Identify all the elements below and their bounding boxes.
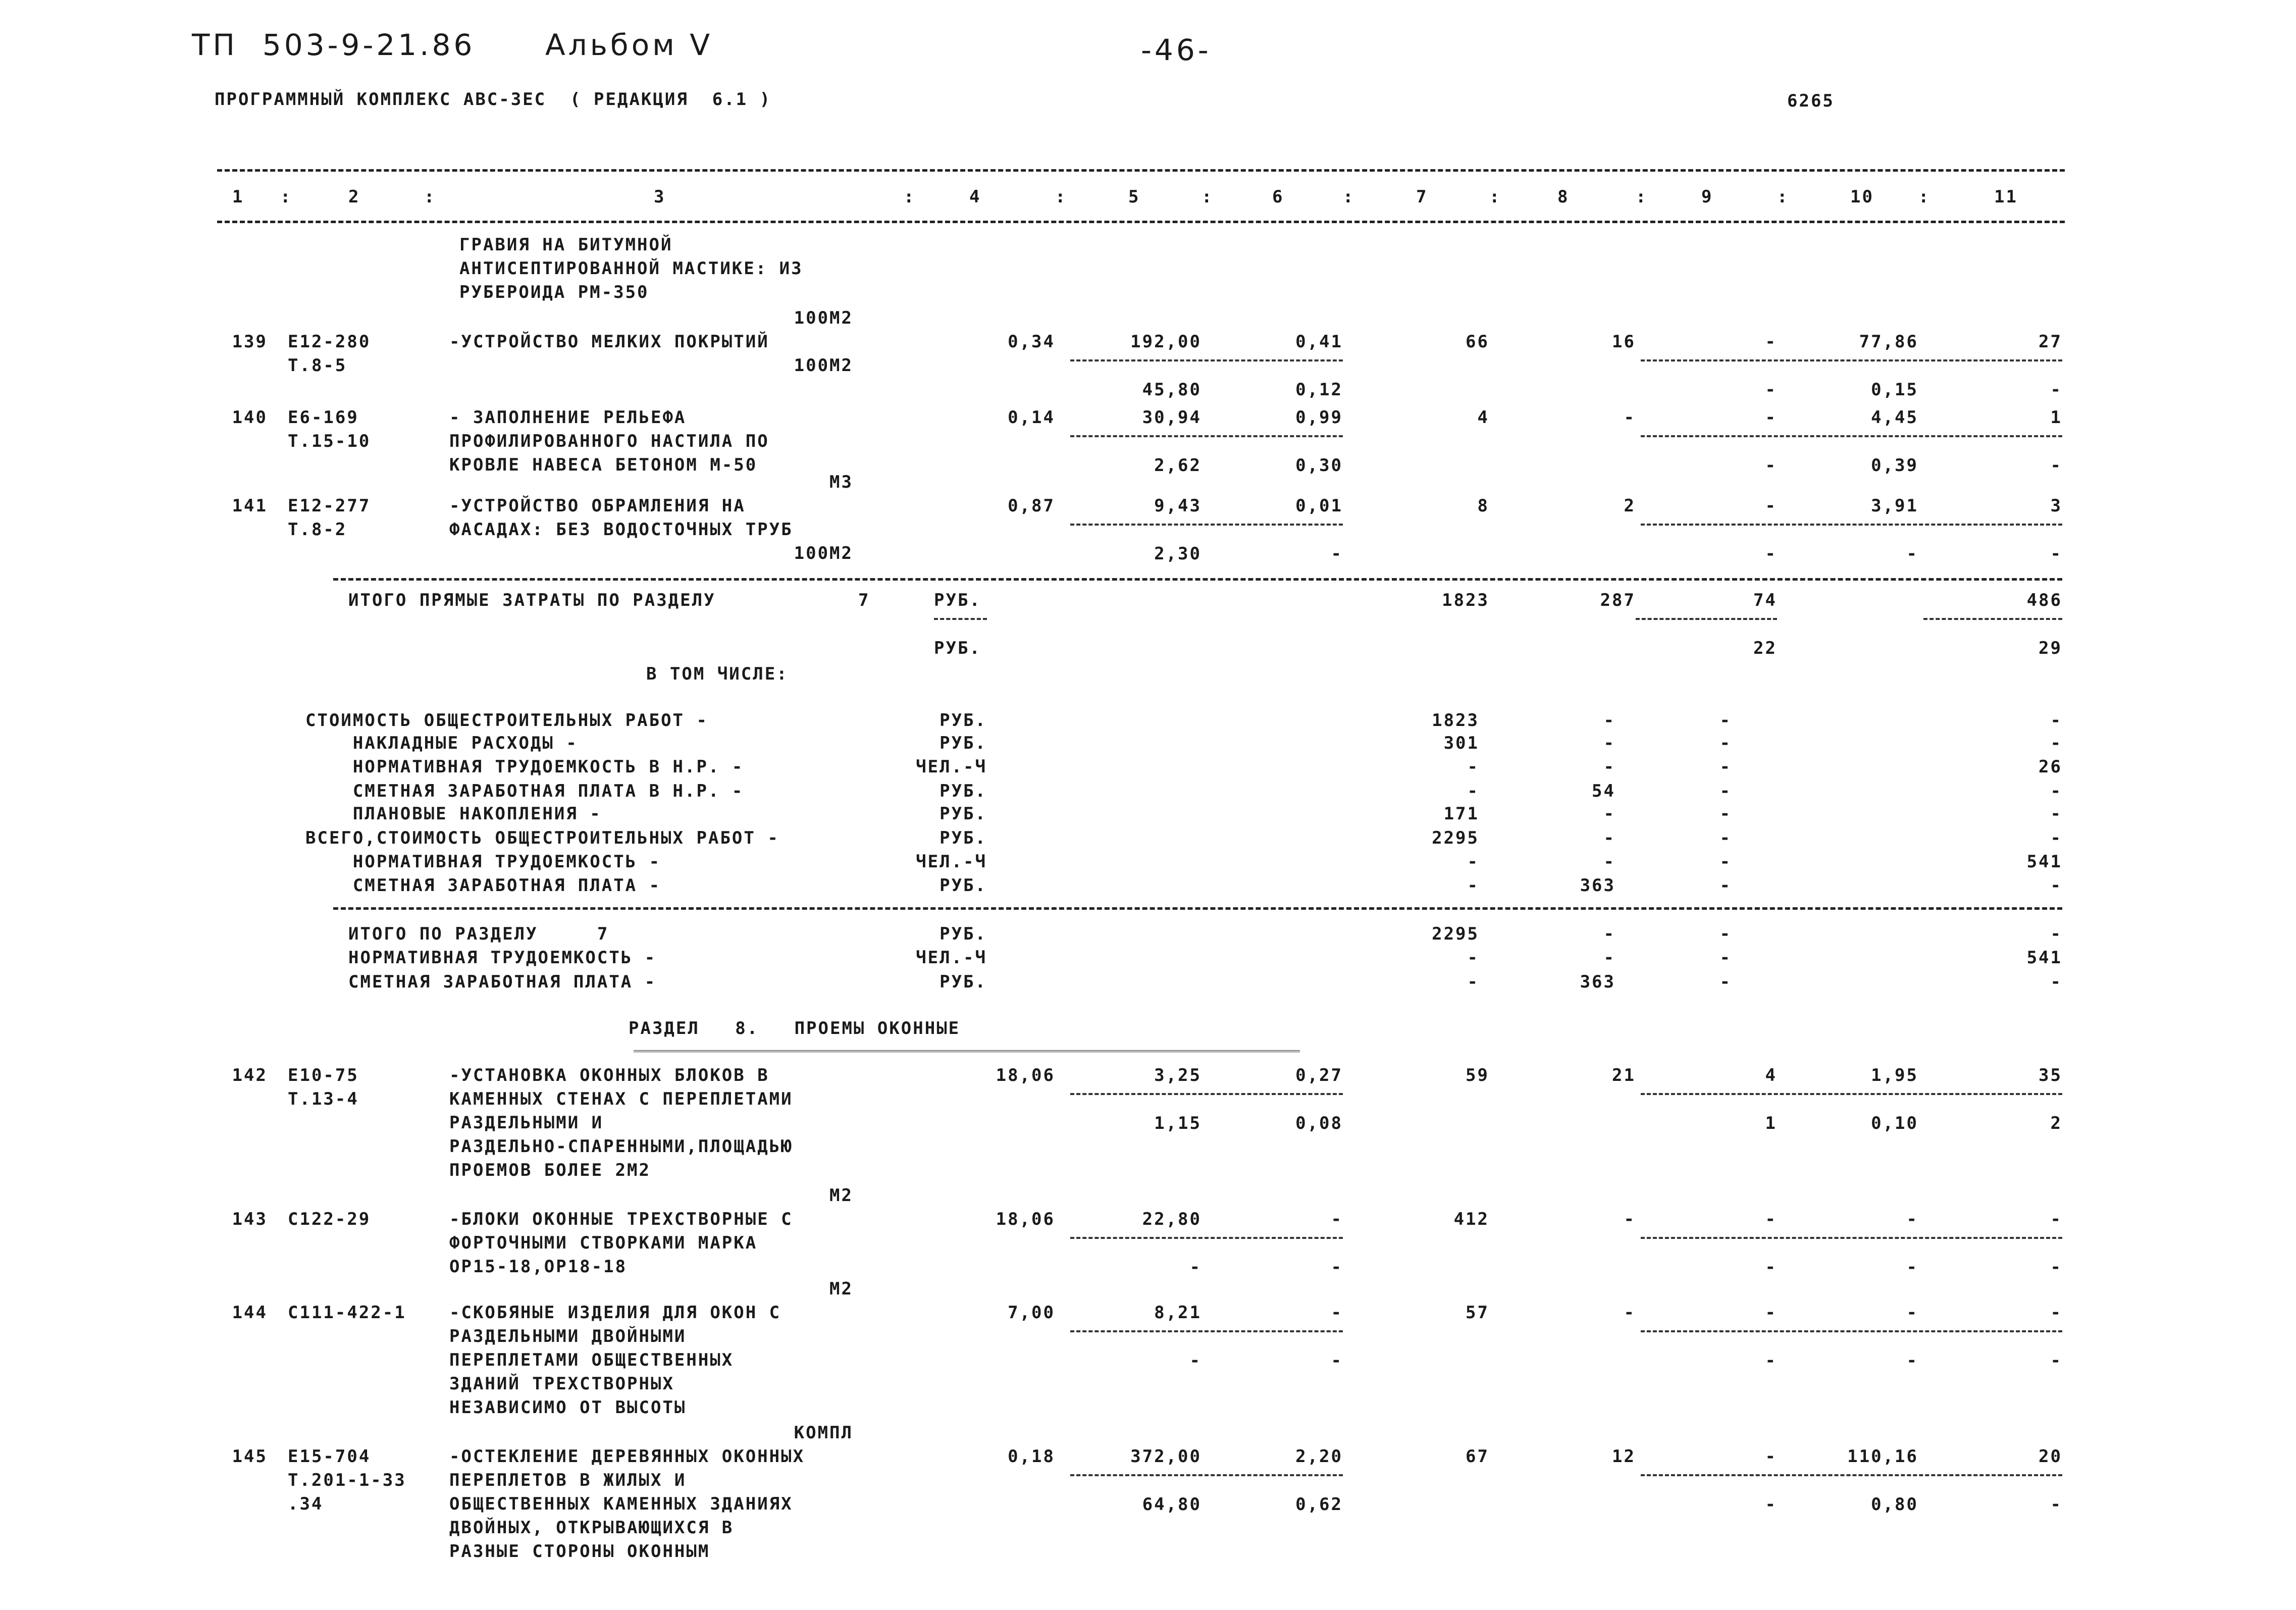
description-line: -УСТРОЙСТВО ОБРАМЛЕНИЯ НА xyxy=(449,496,746,516)
description-line: РАЗНЫЕ СТОРОНЫ ОКОННЫМ xyxy=(449,1541,710,1562)
cell-c6b: 0,62 xyxy=(1295,1494,1343,1515)
cell-underline xyxy=(1641,1330,2062,1332)
row-number: 145 xyxy=(232,1446,268,1467)
breakdown-label: СТОИМОСТЬ ОБЩЕСТРОИТЕЛЬНЫХ РАБОТ - xyxy=(305,710,708,731)
norm-code: С122-29 xyxy=(288,1209,371,1229)
cell-c7: 8 xyxy=(1477,496,1489,516)
cell-c8: - xyxy=(1603,804,1615,824)
description-line: РАЗДЕЛЬНЫМИ ДВОЙНЫМИ xyxy=(449,1326,687,1346)
cell-c5: 192,00 xyxy=(1130,332,1202,352)
cell-c11: 27 xyxy=(2039,332,2062,352)
row-number: 142 xyxy=(232,1065,268,1085)
cell-c5b: - xyxy=(1189,1257,1202,1277)
description-line: -УСТРОЙСТВО МЕЛКИХ ПОКРЫТИЙ xyxy=(449,332,769,352)
cell-c11: - xyxy=(2050,733,2062,753)
cell-c11: - xyxy=(2050,1209,2062,1229)
norm-code: Т.201-1-33 xyxy=(288,1470,406,1490)
cell-underline xyxy=(1641,1474,2062,1476)
description-line: ФОРТОЧНЫМИ СТВОРКАМИ МАРКА xyxy=(449,1233,758,1253)
cell-c8: 54 xyxy=(1592,781,1615,801)
unit-label: М2 xyxy=(829,1279,853,1299)
column-divider: : xyxy=(1202,187,1214,207)
cell-c5b: 1,15 xyxy=(1154,1113,1202,1133)
column-header-3: 3 xyxy=(654,187,666,207)
cell-underline xyxy=(1070,1474,1343,1476)
cell-c11: - xyxy=(2050,710,2062,731)
description-line: -СКОБЯНЫЕ ИЗДЕЛИЯ ДЛЯ ОКОН С xyxy=(449,1303,781,1323)
album-label: Альбом V xyxy=(545,28,713,62)
cell-c9: - xyxy=(1719,757,1732,777)
title-underline xyxy=(634,1050,1300,1055)
cell-c9: - xyxy=(1765,332,1777,352)
cell-c5: 9,43 xyxy=(1154,496,1202,516)
cell-c8: 16 xyxy=(1612,332,1636,352)
column-header-11: 11 xyxy=(1994,187,2018,207)
cell-c8: - xyxy=(1603,710,1615,731)
unit-label: КОМПЛ xyxy=(794,1423,853,1443)
unit-cell: РУБ. xyxy=(934,590,981,610)
cell-c9: - xyxy=(1719,924,1732,944)
column-divider: : xyxy=(280,187,292,207)
cell-c10b: 0,15 xyxy=(1871,380,1918,400)
cell-c7: - xyxy=(1467,852,1479,872)
unit-label: М3 xyxy=(829,472,853,492)
column-divider: : xyxy=(1489,187,1501,207)
cell-c7: 1823 xyxy=(1432,710,1479,731)
cell-c6: 0,01 xyxy=(1295,496,1343,516)
cell-c6: - xyxy=(1331,1209,1343,1229)
cell-c10: 3,91 xyxy=(1871,496,1918,516)
unit-cell: РУБ. xyxy=(934,638,981,658)
breakdown-label: НОРМАТИВНАЯ ТРУДОЕМКОСТЬ В Н.Р. - xyxy=(305,757,744,777)
section-title: РАЗДЕЛ 8. ПРОЕМЫ ОКОННЫЕ xyxy=(629,1018,961,1038)
column-header-2: 2 xyxy=(348,187,360,207)
code-right: 6265 xyxy=(1787,91,1835,111)
cell-underline xyxy=(1641,1237,2062,1239)
row-number: 140 xyxy=(232,407,268,428)
cell-c9: 74 xyxy=(1753,590,1777,610)
cell-c7: 1823 xyxy=(1442,590,1489,610)
column-header-9: 9 xyxy=(1701,187,1713,207)
cell-c11: - xyxy=(2050,875,2062,896)
section-total-label: НОРМАТИВНАЯ ТРУДОЕМКОСТЬ - xyxy=(348,948,657,968)
cell-c7: 59 xyxy=(1466,1065,1489,1085)
cell-c10: - xyxy=(1906,1209,1918,1229)
description-line: -БЛОКИ ОКОННЫЕ ТРЕХСТВОРНЫЕ С xyxy=(449,1209,793,1229)
row-number: 144 xyxy=(232,1303,268,1323)
cell-c11: - xyxy=(2050,1303,2062,1323)
cell-c7: 67 xyxy=(1466,1446,1489,1467)
total-label: ИТОГО ПРЯМЫЕ ЗАТРАТЫ ПО РАЗДЕЛУ xyxy=(348,590,716,610)
description-line: КРОВЛЕ НАВЕСА БЕТОНОМ М-50 xyxy=(449,455,758,475)
unit-label: 100М2 xyxy=(794,308,853,328)
cell-underline xyxy=(1641,1093,2062,1095)
cell-c11: 486 xyxy=(2026,590,2062,610)
cell-c7: - xyxy=(1467,948,1479,968)
cell-c11b: - xyxy=(2050,1257,2062,1277)
unit-label: М2 xyxy=(829,1185,853,1206)
cell-c9: - xyxy=(1719,948,1732,968)
column-divider: : xyxy=(904,187,916,207)
cell-c9: - xyxy=(1719,733,1732,753)
cell-c5: 8,21 xyxy=(1154,1303,1202,1323)
cell-c11: - xyxy=(2050,781,2062,801)
unit-cell: РУБ. xyxy=(940,875,987,896)
cell-c9: - xyxy=(1765,496,1777,516)
cell-c8: 2 xyxy=(1624,496,1636,516)
unit-label: 100М2 xyxy=(794,543,853,563)
cell-c7: - xyxy=(1467,972,1479,992)
cell-c11: 35 xyxy=(2039,1065,2062,1085)
cell-c5b: 64,80 xyxy=(1142,1494,1202,1515)
breakdown-label: НОРМАТИВНАЯ ТРУДОЕМКОСТЬ - xyxy=(305,852,661,872)
cell-c11: 541 xyxy=(2026,948,2062,968)
including-label: В ТОМ ЧИСЛЕ: xyxy=(646,664,789,684)
cell-c11b: - xyxy=(2050,380,2062,400)
cell-c9b: - xyxy=(1765,544,1777,564)
description-line: ЗДАНИЙ ТРЕХСТВОРНЫХ xyxy=(449,1374,674,1394)
cell-c6: 0,41 xyxy=(1295,332,1343,352)
cell-c5b: 45,80 xyxy=(1142,380,1202,400)
cell-c7: 2295 xyxy=(1432,828,1479,848)
description-line: ОР15-18,ОР18-18 xyxy=(449,1257,628,1277)
row-number: 139 xyxy=(232,332,268,352)
cell-c10: 110,16 xyxy=(1847,1446,1918,1467)
cell-c6b: - xyxy=(1331,544,1343,564)
description-line: -ОСТЕКЛЕНИЕ ДЕРЕВЯННЫХ ОКОННЫХ xyxy=(449,1446,805,1467)
cell-c5: 3,25 xyxy=(1154,1065,1202,1085)
column-header-6: 6 xyxy=(1272,187,1284,207)
cell-c9: 4 xyxy=(1765,1065,1777,1085)
cell-c9: - xyxy=(1719,972,1732,992)
unit-cell: РУБ. xyxy=(940,924,987,944)
cell-underline xyxy=(1636,618,1777,620)
cell-c11: - xyxy=(2050,924,2062,944)
cell-c4: 18,06 xyxy=(996,1209,1055,1229)
cell-c5: 372,00 xyxy=(1130,1446,1202,1467)
description-line: ФАСАДАХ: БЕЗ ВОДОСТОЧНЫХ ТРУБ xyxy=(449,520,793,540)
cell-c11: 3 xyxy=(2050,496,2062,516)
column-header-4: 4 xyxy=(969,187,981,207)
cell-c8: - xyxy=(1603,828,1615,848)
cell-c11: - xyxy=(2050,828,2062,848)
norm-code: Е12-280 xyxy=(288,332,371,352)
cell-c8: - xyxy=(1624,1303,1636,1323)
cell-underline xyxy=(1070,1237,1343,1239)
description-line: ПЕРЕПЛЕТОВ В ЖИЛЫХ И xyxy=(449,1470,687,1490)
cell-c9: - xyxy=(1765,1303,1777,1323)
cell-c11b: - xyxy=(2050,1351,2062,1371)
cell-underline xyxy=(1641,435,2062,437)
cell-c10: 1,95 xyxy=(1871,1065,1918,1085)
cell-c9b: - xyxy=(1765,1351,1777,1371)
cell-c4: 0,34 xyxy=(1008,332,1055,352)
description-line: ОБЩЕСТВЕННЫХ КАМЕННЫХ ЗДАНИЯХ xyxy=(449,1494,793,1514)
norm-code: Е10-75 xyxy=(288,1065,359,1085)
unit-cell: РУБ. xyxy=(940,733,987,753)
cell-c9b: 22 xyxy=(1753,638,1777,658)
cell-underline xyxy=(934,618,987,620)
cell-underline xyxy=(1070,524,1343,526)
description-line: РАЗДЕЛЬНЫМИ И xyxy=(449,1113,604,1133)
cell-c6b: - xyxy=(1331,1257,1343,1277)
description-line: НЕЗАВИСИМО ОТ ВЫСОТЫ xyxy=(449,1397,687,1418)
cell-c7: 66 xyxy=(1466,332,1489,352)
column-divider: : xyxy=(1777,187,1789,207)
norm-code: С111-422-1 xyxy=(288,1303,406,1323)
unit-cell: РУБ. xyxy=(940,710,987,731)
cell-c8: 287 xyxy=(1600,590,1636,610)
unit-label: 100М2 xyxy=(794,355,853,376)
cell-c8: 21 xyxy=(1612,1065,1636,1085)
cell-c9: - xyxy=(1765,1446,1777,1467)
column-divider: : xyxy=(1055,187,1067,207)
norm-code: Е15-704 xyxy=(288,1446,371,1467)
cell-c8: - xyxy=(1603,852,1615,872)
cell-c11: - xyxy=(2050,804,2062,824)
cell-c10b: - xyxy=(1906,544,1918,564)
cell-c11b: - xyxy=(2050,455,2062,476)
cell-c6b: 0,08 xyxy=(1295,1113,1343,1133)
cell-c6b: 0,12 xyxy=(1295,380,1343,400)
section-separator xyxy=(333,578,2062,581)
cell-underline xyxy=(1070,435,1343,437)
cell-c5b: 2,62 xyxy=(1154,455,1202,476)
cell-underline xyxy=(1641,524,2062,526)
cell-c6b: 0,30 xyxy=(1295,455,1343,476)
column-header-7: 7 xyxy=(1416,187,1428,207)
cell-c9b: 1 xyxy=(1765,1113,1777,1133)
cell-c10b: - xyxy=(1906,1257,1918,1277)
description-line: РАЗДЕЛЬНО-СПАРЕННЫМИ,ПЛОЩАДЬЮ xyxy=(449,1136,793,1157)
cell-c8: - xyxy=(1603,733,1615,753)
cell-underline xyxy=(1070,359,1343,361)
cell-c6: - xyxy=(1331,1303,1343,1323)
column-divider: : xyxy=(424,187,436,207)
cell-c6: 0,27 xyxy=(1295,1065,1343,1085)
cell-c9b: - xyxy=(1765,1494,1777,1515)
cell-c6b: - xyxy=(1331,1351,1343,1371)
description-line: РУБЕРОИДА РМ-350 xyxy=(459,282,649,302)
section-number: 7 xyxy=(858,590,870,610)
cell-c4: 0,87 xyxy=(1008,496,1055,516)
cell-c5: 30,94 xyxy=(1142,407,1202,428)
cell-c10: 4,45 xyxy=(1871,407,1918,428)
cell-c11: 20 xyxy=(2039,1446,2062,1467)
cell-c8: 12 xyxy=(1612,1446,1636,1467)
cell-c4: 0,18 xyxy=(1008,1446,1055,1467)
cell-c8: 363 xyxy=(1580,875,1615,896)
row-number: 141 xyxy=(232,496,268,516)
cell-c10b: 0,39 xyxy=(1871,455,1918,476)
cell-c9: - xyxy=(1719,710,1732,731)
cell-c11b: 29 xyxy=(2039,638,2062,658)
cell-c11: 1 xyxy=(2050,407,2062,428)
cell-c11b: 2 xyxy=(2050,1113,2062,1133)
cell-c11b: - xyxy=(2050,544,2062,564)
description-line: -УСТАНОВКА ОКОННЫХ БЛОКОВ В xyxy=(449,1065,769,1085)
top-separator xyxy=(217,169,2065,172)
cell-c6: 0,99 xyxy=(1295,407,1343,428)
cell-c6: 2,20 xyxy=(1295,1446,1343,1467)
cell-c9: - xyxy=(1719,828,1732,848)
section-total-label: СМЕТНАЯ ЗАРАБОТНАЯ ПЛАТА - xyxy=(348,972,657,992)
description-line: АНТИСЕПТИРОВАННОЙ МАСТИКЕ: ИЗ xyxy=(459,258,803,279)
cell-c7: 2295 xyxy=(1432,924,1479,944)
cell-c8: 363 xyxy=(1580,972,1615,992)
cell-c8: - xyxy=(1603,924,1615,944)
cell-c4: 0,14 xyxy=(1008,407,1055,428)
cell-c9b: - xyxy=(1765,455,1777,476)
header-separator xyxy=(217,221,2065,223)
breakdown-label: ВСЕГО,СТОИМОСТЬ ОБЩЕСТРОИТЕЛЬНЫХ РАБОТ - xyxy=(305,828,779,848)
breakdown-label: ПЛАНОВЫЕ НАКОПЛЕНИЯ - xyxy=(305,804,602,824)
cell-c10: 77,86 xyxy=(1859,332,1918,352)
page-number: -46- xyxy=(1141,33,1212,67)
description-line: ПРОЕМОВ БОЛЕЕ 2М2 xyxy=(449,1160,651,1180)
cell-c7: - xyxy=(1467,757,1479,777)
column-divider: : xyxy=(1918,187,1930,207)
norm-code: .34 xyxy=(288,1494,324,1514)
unit-cell: ЧЕЛ.-Ч xyxy=(916,948,987,968)
column-divider: : xyxy=(1636,187,1648,207)
cell-c7: 4 xyxy=(1477,407,1489,428)
cell-c10b: 0,80 xyxy=(1871,1494,1918,1515)
cell-c11: 541 xyxy=(2026,852,2062,872)
cell-c8: - xyxy=(1603,948,1615,968)
cell-c7: - xyxy=(1467,781,1479,801)
cell-c5b: - xyxy=(1189,1351,1202,1371)
cell-underline xyxy=(1070,1093,1343,1095)
column-header-5: 5 xyxy=(1128,187,1140,207)
column-header-10: 10 xyxy=(1850,187,1874,207)
column-header-1: 1 xyxy=(232,187,244,207)
unit-cell: РУБ. xyxy=(940,828,987,848)
program-title: ПРОГРАММНЫЙ КОМПЛЕКС АВС-ЗЕС ( РЕДАКЦИЯ 6.1 ) xyxy=(215,89,772,110)
cell-c8: - xyxy=(1624,407,1636,428)
cell-c9: - xyxy=(1765,407,1777,428)
breakdown-label: НАКЛАДНЫЕ РАСХОДЫ - xyxy=(305,733,578,753)
norm-code: Е6-169 xyxy=(288,407,359,428)
section-total-label: ИТОГО ПО РАЗДЕЛУ 7 xyxy=(348,924,609,944)
cell-c10b: - xyxy=(1906,1351,1918,1371)
section-separator xyxy=(333,907,2062,910)
cell-c9: - xyxy=(1719,852,1732,872)
cell-c5b: 2,30 xyxy=(1154,544,1202,564)
cell-c7: 412 xyxy=(1453,1209,1489,1229)
norm-code: Т.15-10 xyxy=(288,431,371,451)
description-line: - ЗАПОЛНЕНИЕ РЕЛЬЕФА xyxy=(449,407,687,428)
breakdown-label: СМЕТНАЯ ЗАРАБОТНАЯ ПЛАТА - xyxy=(305,875,661,896)
cell-c10: - xyxy=(1906,1303,1918,1323)
cell-c8: - xyxy=(1624,1209,1636,1229)
norm-code: Т.13-4 xyxy=(288,1089,359,1109)
cell-c9b: - xyxy=(1765,380,1777,400)
cell-c9: - xyxy=(1719,804,1732,824)
cell-c4: 7,00 xyxy=(1008,1303,1055,1323)
unit-cell: РУБ. xyxy=(940,781,987,801)
cell-underline xyxy=(1923,618,2062,620)
cell-c11: 26 xyxy=(2039,757,2062,777)
cell-c9: - xyxy=(1719,875,1732,896)
unit-cell: ЧЕЛ.-Ч xyxy=(916,852,987,872)
cell-c9: - xyxy=(1719,781,1732,801)
cell-c11: - xyxy=(2050,972,2062,992)
column-header-8: 8 xyxy=(1557,187,1570,207)
cell-c7: - xyxy=(1467,875,1479,896)
cell-c9b: - xyxy=(1765,1257,1777,1277)
cell-c5: 22,80 xyxy=(1142,1209,1202,1229)
cell-c8: - xyxy=(1603,757,1615,777)
row-number: 143 xyxy=(232,1209,268,1229)
description-line: ГРАВИЯ НА БИТУМНОЙ xyxy=(459,235,673,255)
unit-cell: РУБ. xyxy=(940,972,987,992)
column-divider: : xyxy=(1343,187,1355,207)
cell-underline xyxy=(1070,1330,1343,1332)
cell-c7: 57 xyxy=(1466,1303,1489,1323)
unit-cell: РУБ. xyxy=(940,804,987,824)
description-line: ПЕРЕПЛЕТАМИ ОБЩЕСТВЕННЫХ xyxy=(449,1350,734,1370)
cell-c9: - xyxy=(1765,1209,1777,1229)
breakdown-label: СМЕТНАЯ ЗАРАБОТНАЯ ПЛАТА В Н.Р. - xyxy=(305,781,744,801)
cell-c10b: 0,10 xyxy=(1871,1113,1918,1133)
norm-code: Т.8-2 xyxy=(288,520,347,540)
description-line: ДВОЙНЫХ, ОТКРЫВАЮЩИХСЯ В xyxy=(449,1518,734,1538)
description-line: ПРОФИЛИРОВАННОГО НАСТИЛА ПО xyxy=(449,431,769,451)
cell-c4: 18,06 xyxy=(996,1065,1055,1085)
cell-c7: 171 xyxy=(1443,804,1479,824)
description-line: КАМЕННЫХ СТЕНАХ С ПЕРЕПЛЕТАМИ xyxy=(449,1089,793,1109)
norm-code: Т.8-5 xyxy=(288,355,347,376)
doc-code: ТП 503-9-21.86 xyxy=(192,28,476,62)
cell-underline xyxy=(1641,359,2062,361)
cell-c7: 301 xyxy=(1443,733,1479,753)
unit-cell: ЧЕЛ.-Ч xyxy=(916,757,987,777)
cell-c11b: - xyxy=(2050,1494,2062,1515)
norm-code: Е12-277 xyxy=(288,496,371,516)
